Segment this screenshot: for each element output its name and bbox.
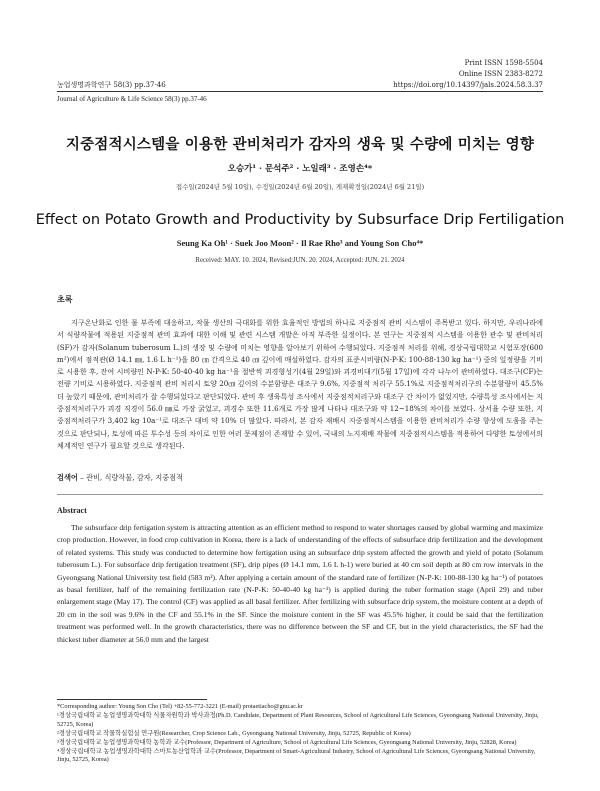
online-issn: Online ISSN 2383-8272	[458, 70, 543, 78]
journal-citation-ko: 농업생명과학연구 58(3) pp.37-46	[57, 81, 166, 89]
authors-english: Seung Ka Oh¹ · Suek Joo Moon² · Il Rae Rho³ and Young Son Cho⁴*	[176, 238, 424, 248]
footnote-rule	[57, 699, 207, 700]
footnote-4: ⁴경상국립대학교 농업생명과학대학 스마트농산업학과 교수(Professor, Department of Smart-Agricultural Industry, School of Agricultural Life Sciences, Gyeongsang National University, Jinju, 52725, Korea)	[57, 747, 536, 764]
abstract-en-heading: Abstract	[57, 506, 87, 515]
keywords-value: 관비, 식량작물, 감자, 지중점적	[86, 473, 184, 482]
print-issn: Print ISSN 1598-5504	[464, 59, 543, 67]
journal-citation-en: Journal of Agriculture & Life Science 58(3) pp.37-46	[57, 95, 207, 103]
footnote-2: ²경상국립대학교 작물학실험실 연구원(Researcher, Crop Science Lab., Gyeongsang National University, Jinju, 52725, Republic of Korea)	[57, 729, 411, 737]
dates-english: Received: MAY. 10. 2024, Revised:JUN. 20. 2024, Accepted: JUN. 21. 2024	[195, 257, 405, 264]
section-rule	[57, 494, 543, 495]
header-rule	[57, 91, 543, 92]
title-english: Effect on Potato Growth and Productivity by Subsurface Drip Fertiligation	[35, 212, 565, 228]
footnote-3: ³경상국립대학교 농업생명과학대학 농학과 교수(Professor, Department of Agriculture, School of Agricultural Life Sciences, Gyeongsang National University, Jinju, 52828, Korea)	[57, 738, 517, 746]
footnote-corresponding: *Corresponding author: Young Son Cho (Tel) +82-55-772-3221 (E-mail) protaetiacho@gnu.ac.kr	[57, 703, 303, 710]
keywords-label: 검색어	[57, 473, 78, 482]
abstract-ko-heading: 초록	[57, 294, 73, 304]
doi-link[interactable]: https://doi.org/10.14397/jals.2024.58.3.37	[393, 81, 543, 89]
abstract-en-body: The subsurface drip fertigation system is attracting attention as an efficient method to respond to water shortages caused by global warming and maximize crop production. However, in food crop cultivation in Korea, there is a lack of understanding of the effects of subsurface drip fertilization and the development of related systems. This study was conducted to determine how fertigation using an subsurface drip system affected the growth and yield of potato (Solanum tuberosum L.). For subsurface drip fertigation treatment (SF), drip pipes (Ø 14.1 mm, 1.6 L h-1) were buried at 40 cm soil depth at 80 cm row intervals in the Gyeongsang National University test field (583 m²). After applying a certain amount of the standard rate of fertilizer (N-P-K: 100-88-130 kg ha⁻¹) of potatoes as basal fertilizer, half of the remaining fertilization rate (N-P-K: 50-40-40 kg ha⁻¹) is applied during the tuber formation stage (April 29) and tuber enlargement stage (May 17). The control (CF) was applied as all basal fertilizer. After fertilizing with subsurface drip system, the moisture content at a depth of 20 cm in the soil was 9.6% in the CF and 55.1% in the SF. Since the moisture content in the SF was 45.5% higher, it could be said that the fertilization treatment was performed well. In the growth characteristics, there was no difference between the SF and CF, but in the yield characteristics, the SF had the thickest tuber diameter at 56.0 mm and the largest	[57, 523, 543, 644]
abstract-ko-body: 지구온난화로 인한 물 부족에 대응하고, 작물 생산의 극대화를 위한 효율적인 방법의 하나로 지중점적 관비 시스템이 주목받고 있다. 하지만, 우리나라에서 식량작물에 적용된 지중점적 관비 효과에 대한 이해 및 관련 시스템 개발은 아직 부족한 실정이다. 본 연구는 지중점적 시스템을 이용한 관수 및 관비처리(SF)가 감자(Solanum tuberosum L.)의 생장 및 수량에 미치는 영향을 알아보기 위하여 수행되었다. 지중점적 처리를 위해, 경상국립대학교 시험포장(600 m²)에서 점적관(Ø 14.1 ㎜, 1.6 L h⁻¹)을 80 ㎝ 간격으로 40 ㎝ 깊이에 매설하였다. 감자의 표준시비량(N-P-K: 100-88-130 kg ha⁻¹) 중의 일정량을 기비로 시용한 후, 잔여 시비량인 N-P-K: 50-40-40 kg ha⁻¹을 절반씩 괴경형성기(4월 29일)와 괴경비대기(5월 17일)에 각각 나누어 관비하였다. 대조구(CF)는 전량 기비로 시용하였다. 지중점적 관비 처리시 토양 20㎝ 깊이의 수분함량은 대조구 9.6%, 지중점적 처리구 55.1%로 지중점적처리구의 수분함량이 45.5% 더 높았기 때문에, 관비처리가 잘 수행되었다고 판단되었다. 관비 후 생육특성 조사에서 지중점적처리구와 대조구 간 차이가 없었지만, 수량특성 조사에서는 지중점적처리구가 괴경 직경이 56.0 ㎜로 가장 굵었고, 괴경수 또한 11.6개로 가장 많게 나타나 대조구와 약 12~18%의 차이를 보였다. 상서율 수량 또한, 지중점적처리구가 3,402 kg 10a⁻¹로 대조구 대비 약 10% 더 많았다. 따라서, 본 감자 재배시 지중점적시스템을 이용한 관비처리가 수량 향상에 도움을 주는 것으로 판단되나, 토성에 따른 투수성 등의 차이로 인한 여러 문제점이 존재할 수 있어, 국내의 노지재배 작물에 지중점적시스템을 적용하여 다양한 토성에서의 체계적인 연구가 필요할 것으로 생각된다.	[57, 318, 543, 450]
title-korean: 지중점적시스템을 이용한 관비처리가 감자의 생육 및 수량에 미치는 영향	[65, 137, 535, 153]
keywords-line: 검색어 – 관비, 식량작물, 감자, 지중점적	[57, 473, 184, 482]
footnotes	[57, 703, 543, 765]
dates-korean: 접수일(2024년 5월 10일), 수정일(2024년 6월 20일), 게재확정일(2024년 6월 21일)	[175, 183, 425, 191]
footnote-1: ¹경상국립대학교 농업생명과학대학 식물자원학과 박사과정(Ph.D. Candidate, Department of Plant Resources, School of Agricultural Life Sciences, Gyeongsang National University, Jinju, 52725, Korea)	[57, 711, 539, 728]
authors-korean: 오승가¹ · 문석주² · 노일래³ · 조영손⁴*	[227, 164, 373, 174]
